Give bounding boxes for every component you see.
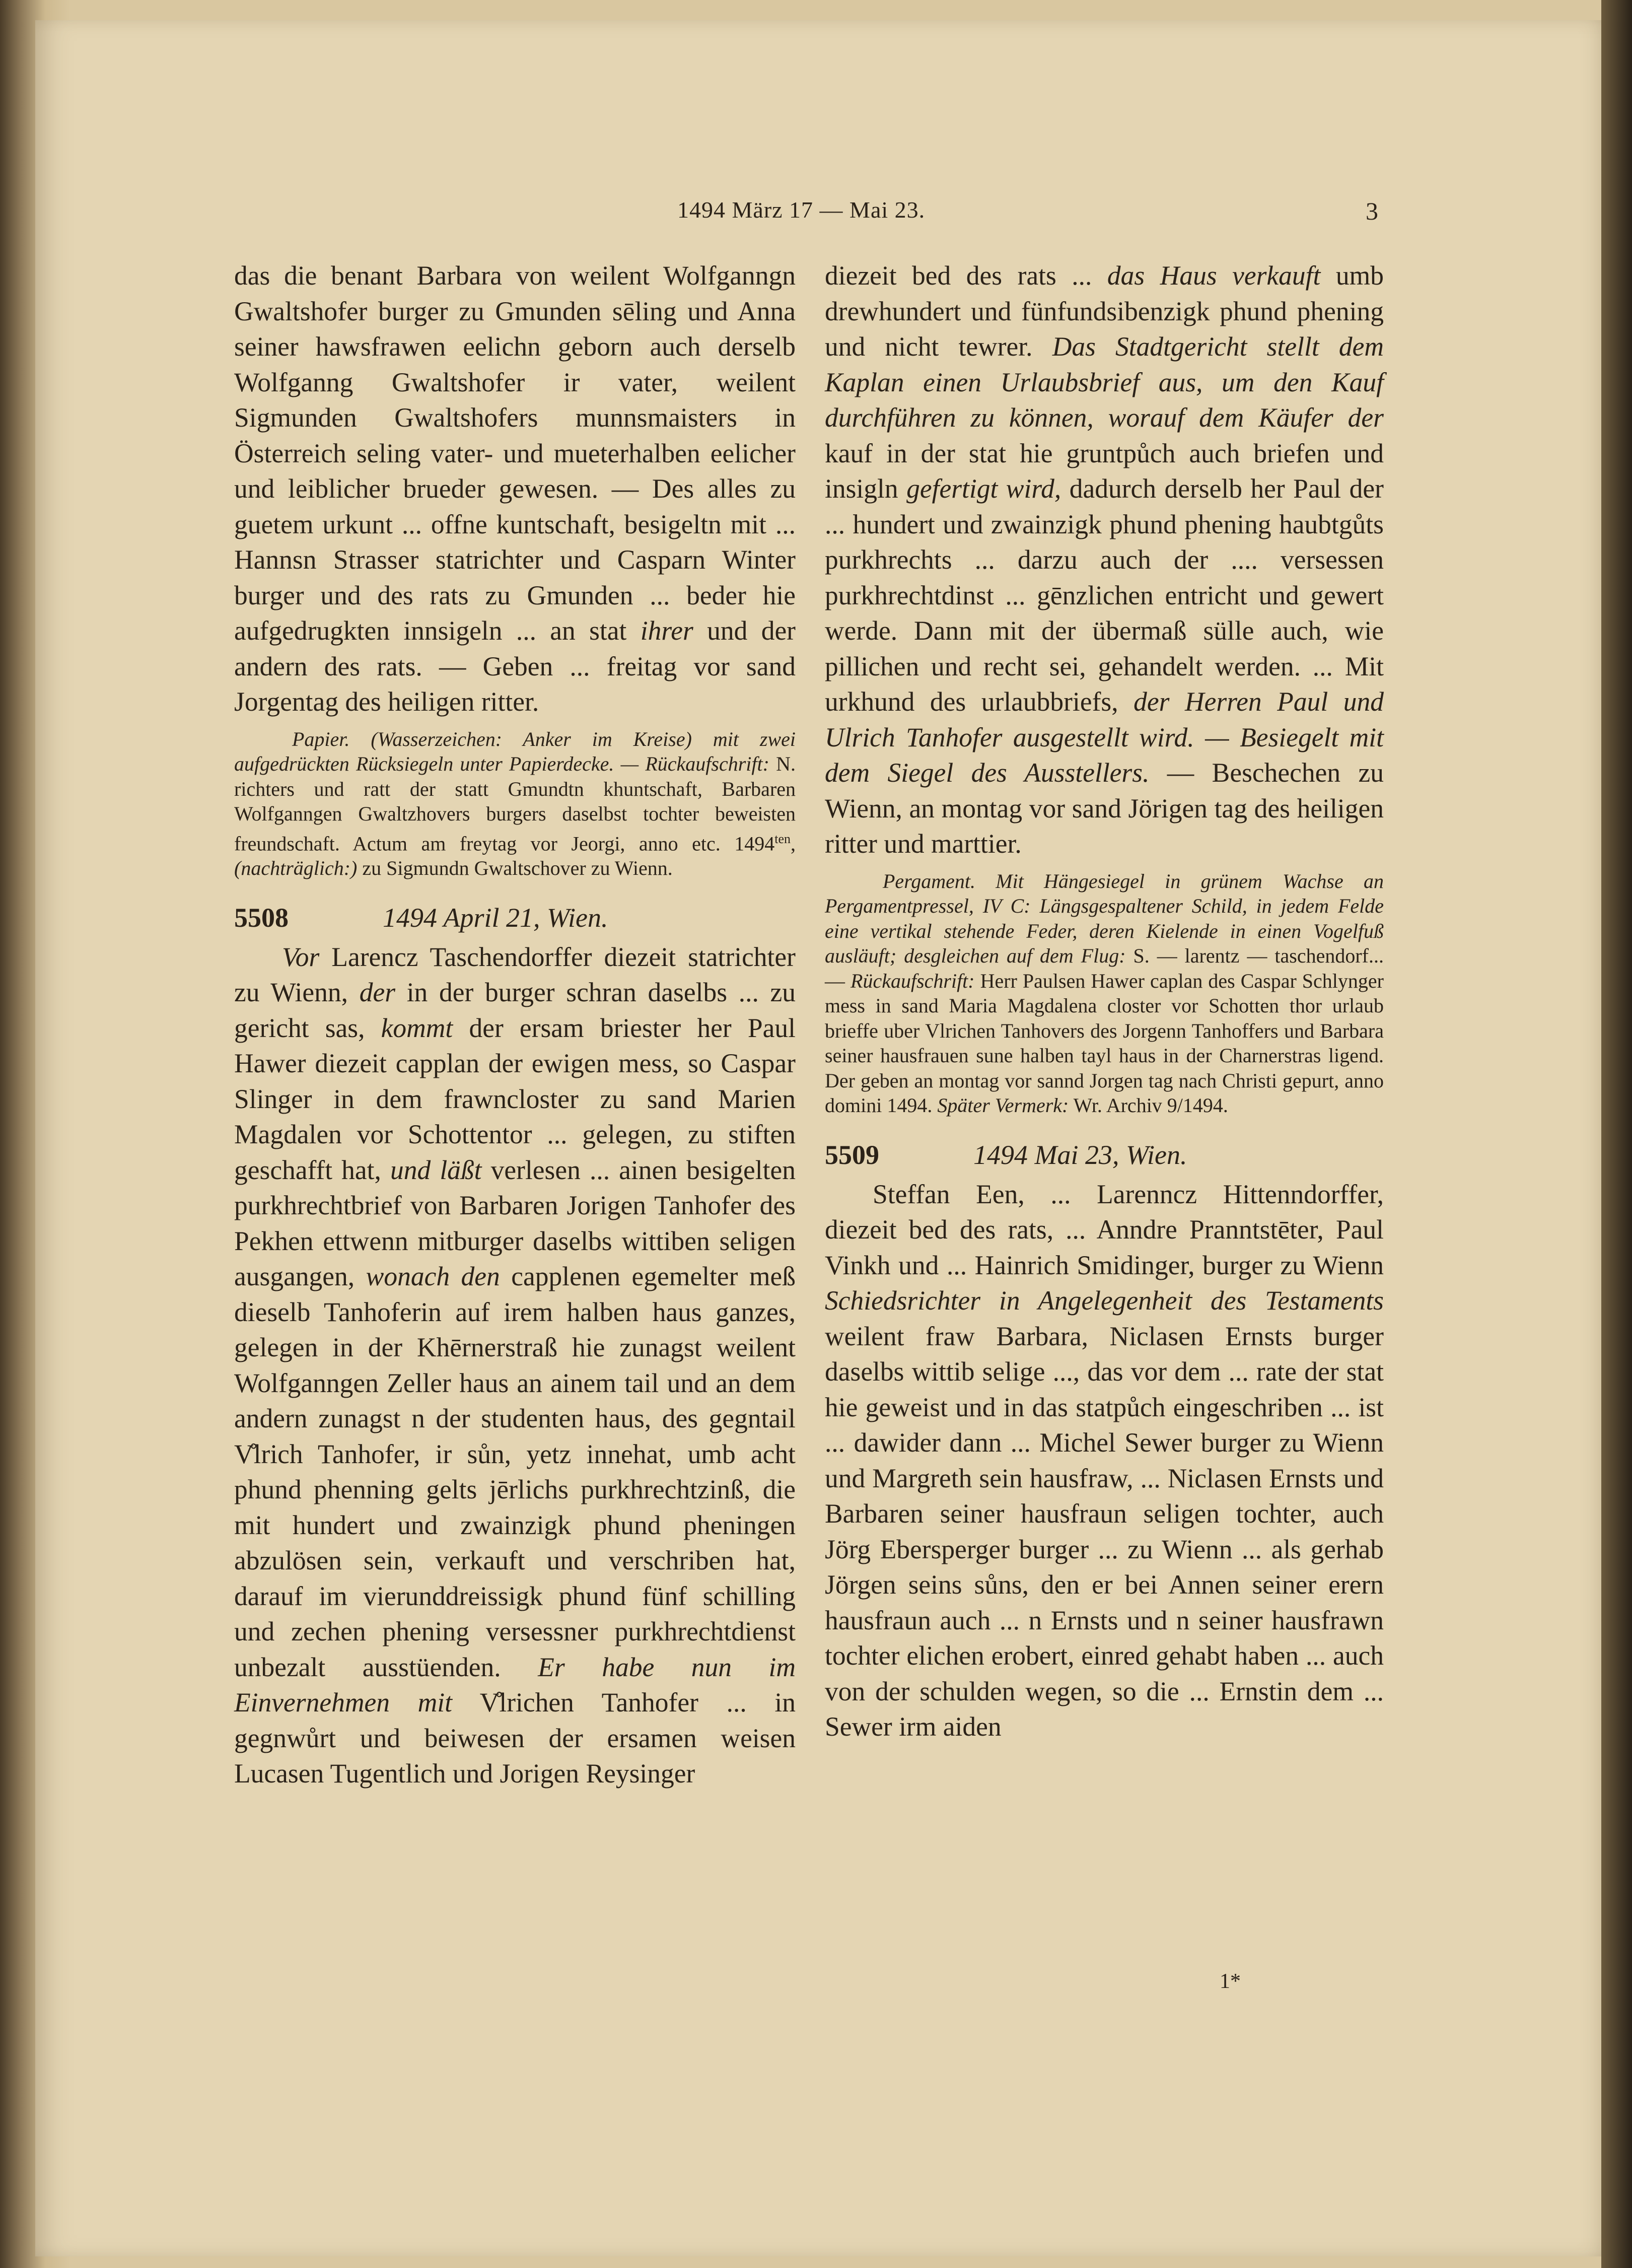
- entry-date: 1494 Mai 23, Wien.: [973, 1139, 1187, 1170]
- running-header: [0, 196, 1632, 237]
- page-number: 3: [1366, 197, 1378, 225]
- entry-text-5508-continued: diezeit bed des rats ... das Haus verkauft umb drewhundert und fünfundsibenzigk phund phening und nicht tewrer. Das Stadtgericht stellt dem Kaplan einen Urlaubsbrief aus, um den Kauf durchführen zu können, worauf dem Käufer der kauf in der stat hie gruntpůch auch briefen und insigln gefertigt wird, dadurch derselb her Paul der ... hundert und zwainzigk phund phening haubtgůts purkhrechts ... darzu auch der .... versessen purkhrechtdinst ... gēnzlichen entricht und gewert werde. Dann mit der übermaß sülle auch, wie pillichen und recht sei, gehandelt werden. ... Mit urkhund des urlaubbriefs, der Herren Paul und Ulrich Tanhofer ausgestellt wird. — Besiegelt mit dem Siegel des Ausstellers. — Beschechen zu Wienn, an montag vor sand Jörigen tag des heiligen ritter und marttier.: [825, 260, 1384, 859]
- archival-note-5508: Pergament. Mit Hängesiegel in grünem Wachse an Pergamentpressel, IV C: Längsgespaltener Schild, in jedem Felde eine vertikal stehende Feder, deren Kielende in einen Vogelfuß ausläuft; desgleichen auf dem Flug: S. — larentz — taschendorf... — Rückaufschrift: Herr Paulsen Hawer caplan des Caspar Schlynger mess in sand Maria Magdalena closter vor Schotten thor urlaub brieffe uber Vlrichen Tanhovers des Jorgenn Tanhoffers und Barbara seiner hausfrauen sune halben tayl haus in der Charnerstras ligend. Der geben an montag vor sannd Jorgen tag nach Christi gepurt, anno domini 1494. Später Vermerk: Wr. Archiv 9/1494.: [825, 869, 1384, 1117]
- entry-heading-5508: [234, 900, 796, 935]
- scan-edge: [1601, 0, 1632, 2268]
- archival-note-5507: Papier. (Wasserzeichen: Anker im Kreise) mit zwei aufgedrückten Rücksiegeln unter Papierdecke. — Rückaufschrift: N. richters und ratt der statt Gmundtn khuntschaft, Barbaren Wolfganngen Gwaltzhovers burgers daselbst tochter beweisten freundschaft. Actum am freytag vor Jeorgi, anno etc. $1494^{ten}$, (nachträglich:) zu Sigmundn Gwaltschover zu Wienn.: [234, 727, 796, 880]
- left-column: [234, 258, 796, 1792]
- entry-number: 5509: [825, 1139, 879, 1170]
- continued-document-text: das die benant Barbara von weilent Wolfganngn Gwaltshofer burger zu Gmunden sēling und Anna seiner hawsfrawen eelichn geborn auch derselb Wolfganng Gwaltshofer ir vater, weilent Sigmunden Gwaltshofers munnsmaisters in Österreich seling vater- und mueterhalben eelicher und leiblicher brueder gewesen. — Des alles zu guetem urkunt ... offne kuntschaft, besigeltn mit ... Hannsn Strasser statrichter und Casparn Winter burger und des rats zu Gmunden ... beder hie aufgedrugkten innsigeln ... an stat ihrer und der andern des rats. — Geben ... freitag vor sand Jorgentag des heiligen ritter.: [234, 260, 796, 717]
- signature-mark: 1*: [1220, 1970, 1241, 1993]
- running-title: 1494 März 17 — Mai 23.: [677, 197, 926, 223]
- right-column: [825, 258, 1384, 1745]
- entry-text-5508: Vor Larencz Taschendorffer diezeit statrichter zu Wienn, der in der burger schran daselbs ... zu gericht sas, kommt der ersam briester her Paul Hawer diezeit capplan der ewigen mess, so Caspar Slinger in dem frawncloster zu sand Marien Magdalen vor Schottentor ... gelegen, zu stiften geschafft hat, und läßt verlesen ... ainen besigelten purkhrechtbrief von Barbaren Jorigen Tanhofer des Pekhen ettwenn mitburger daselbs wittiben seligen ausgangen, wonach den capplenen egemelter meß dieselb Tanhoferin auf irem halben haus ganzes, gelegen in der Khērnerstraß hie zunagst weilent Wolfganngen Zeller haus an ainem tail und an dem andern zunagst n der studenten haus, des gegntail V̊lrich Tanhofer, ir sůn, yetz innehat, umb acht phund phenning gelts jērlichs purkhrechtzinß, die mit hundert und zwainzigk phund pheningen abzulösen sein, verkauft und verschriben hat, darauf im vierunddreissigk phund fünf schilling und zechen phening versessner purkhrechtdienst unbezalt ausstüenden. Er habe nun im Einvernehmen mit V̊lrichen Tanhofer ... in gegnwůrt und beiwesen der ersamen weisen Lucasen Tugentlich und Jorigen Reysinger: [234, 941, 796, 1789]
- entry-date: 1494 April 21, Wien.: [383, 902, 608, 933]
- entry-heading-5509: [825, 1137, 1384, 1173]
- entry-text-5509: Steffan Een, ... Larenncz Hittenndorffer, diezeit bed des rats, ... Anndre Pranntstēter, Paul Vinkh und ... Hainrich Smidinger, burger zu Wienn Schiedsrichter in Angelegenheit des Testaments weilent fraw Barbara, Niclasen Ernsts burger daselbs wittib selige ..., das vor dem ... rate der stat hie geweist und in das statpůch eingeschriben ... ist ... dawider dann ... Michel Sewer burger zu Wienn und Margreth sein hausfraw, ... Niclasen Ernsts und Barbaren seiner hausfraun seligen tochter, auch Jörg Ebersperger burger ... zu Wienn ... als gerhab Jörgen seins sůns, den er bei Annen seiner erern hausfraun auch ... n Ernsts und n seiner hausfrawn tochter elichen erobert, einred gehabt haben ... auch von der schulden wegen, so die ... Ernstin dem ... Sewer irm aiden: [825, 1179, 1384, 1742]
- entry-number: 5508: [234, 902, 289, 933]
